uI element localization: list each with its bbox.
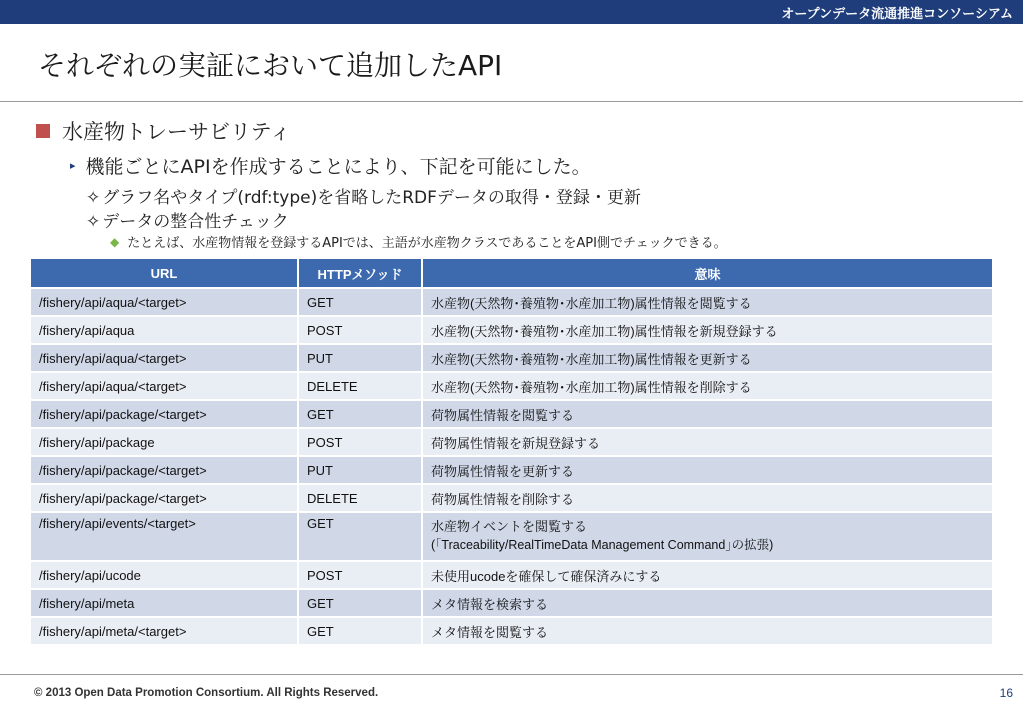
meaning-cell: 水産物(天然物･養殖物･水産加工物)属性情報を更新する (422, 344, 993, 372)
star-bullet-icon: ✧ (86, 188, 101, 208)
method-cell: POST (298, 561, 422, 589)
square-bullet-icon (36, 124, 50, 138)
table-row (30, 372, 993, 400)
meaning-cell (422, 512, 993, 561)
table-row (30, 316, 993, 344)
url-cell: /fishery/api/package/<target> (30, 484, 298, 512)
meaning-line-2: (｢Traceability/RealTimeData Management Command｣の拡張) (431, 538, 774, 552)
meaning-cell: メタ情報を閲覧する (422, 617, 993, 645)
url-cell: /fishery/api/package/<target> (30, 456, 298, 484)
meaning-cell: 荷物属性情報を更新する (422, 456, 993, 484)
method-cell: PUT (298, 344, 422, 372)
url-cell: /fishery/api/aqua/<target> (30, 372, 298, 400)
method-cell: DELETE (298, 484, 422, 512)
url-cell: /fishery/api/meta (30, 589, 298, 617)
star-bullet-icon: ✧ (86, 212, 101, 232)
meaning-cell: 未使用ucodeを確保して確保済みにする (422, 561, 993, 589)
meaning-cell: 水産物(天然物･養殖物･水産加工物)属性情報を閲覧する (422, 288, 993, 316)
organization-name: オープンデータ流通推進コンソーシアム (781, 7, 1013, 22)
slide-title: それぞれの実証において追加したAPI (38, 49, 503, 82)
method-cell: POST (298, 316, 422, 344)
table-row (30, 561, 993, 589)
meaning-cell: 荷物属性情報を閲覧する (422, 400, 993, 428)
table-row (30, 617, 993, 645)
column-header-meaning: 意味 (422, 258, 993, 288)
method-cell: GET (298, 512, 422, 561)
method-cell: GET (298, 288, 422, 316)
url-cell: /fishery/api/aqua/<target> (30, 288, 298, 316)
bullet-level2 (70, 152, 591, 179)
table-row (30, 400, 993, 428)
url-cell: /fishery/api/events/<target> (30, 512, 298, 561)
table-row (30, 344, 993, 372)
method-cell: GET (298, 400, 422, 428)
meaning-cell: メタ情報を検索する (422, 589, 993, 617)
meaning-cell: 荷物属性情報を新規登録する (422, 428, 993, 456)
method-cell: GET (298, 617, 422, 645)
table-row (30, 589, 993, 617)
bullet-level1-text: 水産物トレーサビリティ (62, 120, 291, 144)
url-cell: /fishery/api/meta/<target> (30, 617, 298, 645)
method-cell: PUT (298, 456, 422, 484)
table-row (30, 288, 993, 316)
bullet-level2-text: 機能ごとにAPIを作成することにより、下記を可能にした。 (85, 156, 591, 178)
bullet-level1 (36, 116, 291, 146)
sub-bullet-1 (86, 183, 641, 208)
url-cell: /fishery/api/aqua (30, 316, 298, 344)
sub-bullet-2-text: データの整合性チェック (102, 212, 289, 232)
triangle-bullet-icon: ▸ (70, 159, 76, 172)
column-header-url: URL (30, 258, 298, 288)
table-header-row (30, 258, 993, 288)
meaning-cell: 水産物(天然物･養殖物･水産加工物)属性情報を削除する (422, 372, 993, 400)
header-bar (0, 0, 1023, 24)
example-note (110, 232, 727, 251)
title-divider (0, 101, 1023, 102)
example-note-text: たとえば、水産物情報を登録するAPIでは、主語が水産物クラスであることをAPI側でチェックできる。 (127, 236, 727, 251)
column-header-method: HTTPメソッド (298, 258, 422, 288)
meaning-cell: 荷物属性情報を削除する (422, 484, 993, 512)
meaning-line-1: 水産物イベントを閲覧する (431, 519, 588, 534)
sub-bullet-2 (86, 207, 289, 232)
table-row (30, 456, 993, 484)
api-table (29, 257, 994, 646)
url-cell: /fishery/api/aqua/<target> (30, 344, 298, 372)
table-row (30, 484, 993, 512)
method-cell: GET (298, 589, 422, 617)
method-cell: DELETE (298, 372, 422, 400)
page-number: 16 (999, 686, 1013, 700)
sub-bullet-1-text: グラフ名やタイプ(rdf:type)を省略したRDFデータの取得・登録・更新 (102, 188, 641, 208)
footer-divider (0, 674, 1023, 675)
url-cell: /fishery/api/package (30, 428, 298, 456)
meaning-cell: 水産物(天然物･養殖物･水産加工物)属性情報を新規登録する (422, 316, 993, 344)
method-cell: POST (298, 428, 422, 456)
url-cell: /fishery/api/package/<target> (30, 400, 298, 428)
table-row (30, 512, 993, 561)
url-cell: /fishery/api/ucode (30, 561, 298, 589)
table-row (30, 428, 993, 456)
copyright-text: © 2013 Open Data Promotion Consortium. All Rights Reserved. (34, 687, 379, 699)
diamond-bullet-icon: ◆ (110, 234, 120, 249)
